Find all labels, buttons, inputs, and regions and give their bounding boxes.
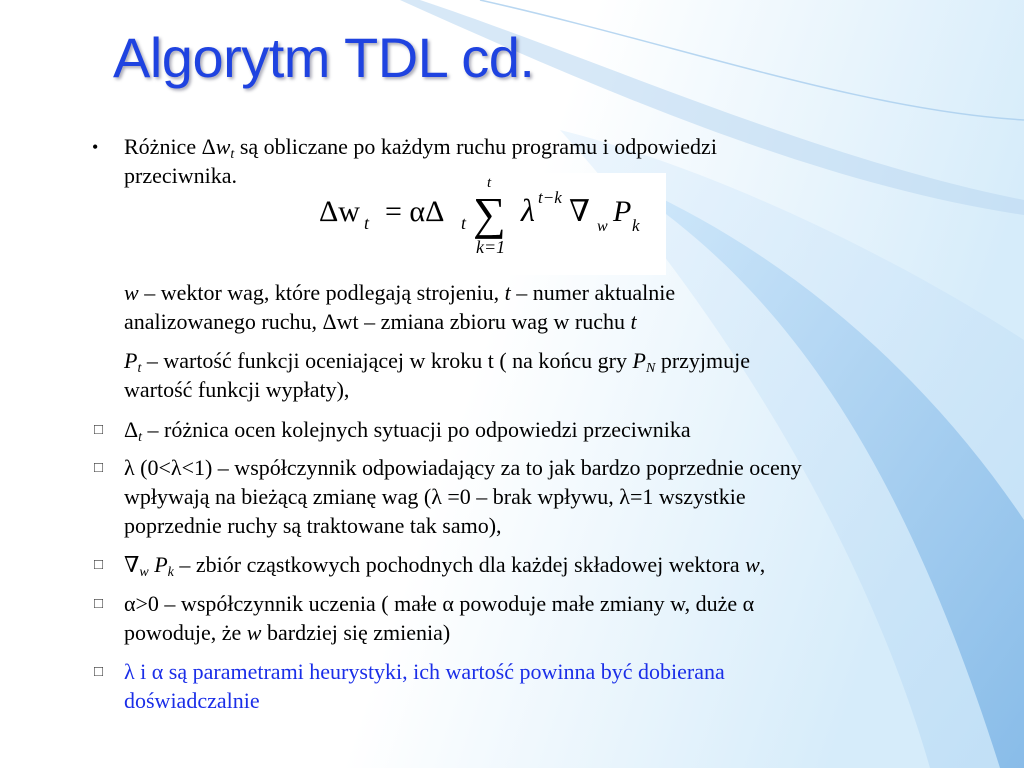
nabla-p-sub: k [167, 565, 174, 580]
bullet-params-line-2: doświadczalnie [124, 688, 260, 713]
sub-bullet-marker: □ [94, 596, 104, 612]
def-p-sub: t [137, 361, 142, 376]
defs-line-1 [124, 279, 675, 307]
def-t-var: t [504, 280, 511, 305]
bullet-alpha-line-1: α>0 – współczynnik uczenia ( małe α powoduje małe zmiany w, duże α [124, 591, 755, 616]
bullet-nabla [124, 551, 765, 579]
def-p-var: P [124, 348, 138, 373]
defs-line-3 [124, 347, 750, 375]
formula-nabla: ∇ [569, 195, 590, 228]
bullet-alpha-line-2 [124, 619, 450, 647]
intro-post: są obliczane po każdym ruchu programu i odpowiedzi [234, 134, 717, 159]
def-p-text: – wartość funkcji oceniającej w kroku t ( na końcu gry [141, 348, 633, 373]
sub-bullet-marker: □ [94, 422, 104, 438]
formula [291, 173, 666, 275]
sub-bullet-marker: □ [94, 557, 104, 573]
formula-box [291, 173, 666, 275]
bullet-lambda-line-2: wpływają na bieżącą zmianę wag (λ =0 – brak wpływu, λ=1 wszystkie [124, 484, 746, 509]
formula-nabla-sub: w [597, 218, 608, 235]
formula-p: P [613, 195, 632, 228]
nabla-end: , [759, 552, 766, 577]
def-pn-var: P [632, 348, 646, 373]
delta-sym: Δ [124, 417, 139, 442]
formula-lhs-sub: t [364, 213, 370, 233]
formula-exp: t−k [538, 188, 562, 207]
alpha-line2-pre: powoduje, że [124, 620, 247, 645]
formula-eq-sub: t [461, 213, 467, 233]
nabla-w: w [745, 552, 760, 577]
bullet-delta [124, 416, 691, 444]
intro-line-2: przeciwnika. [124, 163, 237, 188]
def-line2-text: analizowanego ruchu, Δwt – zmiana zbioru wag w ruchu [124, 309, 631, 334]
defs-line-2 [124, 308, 637, 336]
def-w-text: – wektor wag, które podlegają strojeniu, [138, 280, 505, 305]
alpha-line2-var: w [246, 620, 262, 645]
def-t-text: – numer aktualnie [510, 280, 676, 305]
nabla-sym: ∇ [124, 552, 140, 577]
nabla-sub: w [139, 565, 149, 580]
bullet-dot: • [92, 137, 99, 157]
intro-sub: t [230, 147, 235, 162]
def-pn-sub: N [645, 361, 656, 376]
sub-bullet-marker: □ [94, 460, 104, 476]
bullet-lambda-line-3: poprzednie ruchy są traktowane tak samo), [124, 513, 502, 538]
alpha-line2-post: bardziej się zmienia) [261, 620, 451, 645]
formula-sum-top: t [487, 175, 492, 191]
intro-var: w [215, 134, 231, 159]
formula-lhs: Δw [319, 195, 360, 228]
def-w-var: w [124, 280, 139, 305]
delta-sub: t [138, 430, 143, 445]
def-line2-var: t [630, 309, 637, 334]
intro-line-1 [124, 133, 717, 161]
intro-pre: Różnice Δ [124, 134, 216, 159]
formula-sum-bottom: k=1 [476, 237, 506, 257]
formula-eq: = αΔ [385, 195, 445, 228]
defs-line-4: wartość funkcji wypłaty), [124, 377, 350, 402]
formula-p-sub: k [632, 216, 640, 235]
nabla-text: – zbiór cząstkowych pochodnych dla każdej składowej wektora [173, 552, 746, 577]
slide-title: Algorytm TDL cd. [113, 26, 535, 89]
formula-lambda: λ [521, 192, 535, 228]
formula-sum: ∑ [473, 188, 506, 239]
bullet-params-line-1: λ i α są parametrami heurystyki, ich wartość powinna być dobierana [124, 659, 725, 684]
delta-text: – różnica ocen kolejnych sytuacji po odpowiedzi przeciwnika [142, 417, 691, 442]
bullet-lambda-line-1: λ (0<λ<1) – współczynnik odpowiadający za to jak bardzo poprzednie oceny [124, 455, 802, 480]
nabla-p: P [148, 552, 168, 577]
sub-bullet-marker: □ [94, 664, 104, 680]
def-pn-text: przyjmuje [655, 348, 751, 373]
